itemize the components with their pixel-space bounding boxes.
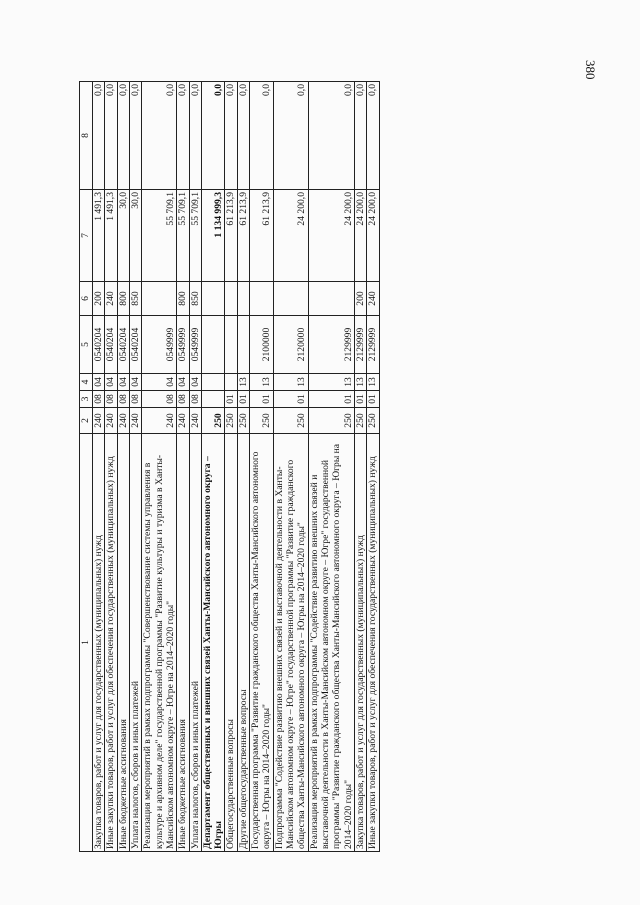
amount-col8-cell: 0,0 <box>225 82 237 190</box>
target-article-cell: 0540204 <box>129 316 141 374</box>
budget-table <box>79 81 380 852</box>
target-article-cell <box>225 316 237 374</box>
target-article-cell: 2129999 <box>354 316 366 374</box>
subsection-code-cell: 13 <box>308 374 354 391</box>
section-code-cell: 01 <box>308 391 354 408</box>
target-article-cell: 0540204 <box>117 316 129 374</box>
section-code-cell: 01 <box>354 391 366 408</box>
amount-cell: 1 491,3 <box>93 190 105 282</box>
section-code-cell: 08 <box>177 391 189 408</box>
table-row <box>129 82 141 852</box>
subsection-code-cell: 13 <box>354 374 366 391</box>
expense-type-cell <box>250 282 274 316</box>
table-row <box>189 82 201 852</box>
amount-col8-cell: 0,0 <box>354 82 366 190</box>
expense-type-cell: 200 <box>93 282 105 316</box>
rotated-page-content <box>79 82 559 852</box>
section-code-cell: 08 <box>93 391 105 408</box>
header-cell: 6 <box>80 282 93 316</box>
expense-type-cell <box>308 282 354 316</box>
admin-code-cell: 240 <box>142 408 177 434</box>
amount-col8-cell: 0,0 <box>105 82 117 190</box>
expense-type-cell: 850 <box>189 282 201 316</box>
section-code-cell: 01 <box>273 391 308 408</box>
table-row <box>354 82 366 852</box>
amount-cell: 24 200,0 <box>273 190 308 282</box>
item-name-cell: Государственная программа "Развитие гражданского общества Ханты-Мансийского автономного округа – Югры на 2014–2020 годы" <box>250 434 274 852</box>
amount-cell: 1 134 999,3 <box>201 190 225 282</box>
item-name-cell: Общегосударственные вопросы <box>225 434 237 852</box>
table-row <box>273 82 308 852</box>
item-name-cell: Другие общегосударственные вопросы <box>237 434 249 852</box>
target-article-cell: 2100000 <box>250 316 274 374</box>
section-code-cell: 01 <box>367 391 379 408</box>
table-row <box>142 82 177 852</box>
item-name-cell: Иные закупки товаров, работ и услуг для обеспечения государственных (муниципальных) нужд <box>367 434 379 852</box>
subsection-code-cell: 13 <box>273 374 308 391</box>
page-number: 380 <box>583 60 598 80</box>
header-cell: 5 <box>80 316 93 374</box>
amount-col8-cell: 0,0 <box>308 82 354 190</box>
amount-cell: 24 200,0 <box>354 190 366 282</box>
admin-code-cell: 250 <box>201 408 225 434</box>
table-row <box>367 82 379 852</box>
section-code-cell: 08 <box>129 391 141 408</box>
expense-type-cell <box>273 282 308 316</box>
subsection-code-cell <box>225 374 237 391</box>
admin-code-cell: 250 <box>273 408 308 434</box>
item-name-cell: Иные закупки товаров, работ и услуг для обеспечения государственных (муниципальных) нужд <box>105 434 117 852</box>
amount-col8-cell: 0,0 <box>250 82 274 190</box>
header-cell: 8 <box>80 82 93 190</box>
expense-type-cell <box>237 282 249 316</box>
admin-code-cell: 240 <box>93 408 105 434</box>
section-code-cell: 08 <box>142 391 177 408</box>
target-article-cell: 0540204 <box>105 316 117 374</box>
amount-col8-cell: 0,0 <box>129 82 141 190</box>
table-row <box>225 82 237 852</box>
expense-type-cell: 200 <box>354 282 366 316</box>
subsection-code-cell: 04 <box>142 374 177 391</box>
header-cell: 7 <box>80 190 93 282</box>
subsection-code-cell: 04 <box>117 374 129 391</box>
item-name-cell: Уплата налогов, сборов и иных платежей <box>129 434 141 852</box>
target-article-cell: 2129999 <box>308 316 354 374</box>
section-code-cell: 01 <box>237 391 249 408</box>
admin-code-cell: 250 <box>354 408 366 434</box>
subsection-code-cell: 04 <box>129 374 141 391</box>
item-name-cell: Реализация мероприятий в рамках подпрограммы "Содействие развитию внешних связей и выставочной деятельности в Ханты-Мансийском автономном округе – Югре" государственной программы "Развитие гражданского общества Ханты-Мансийского автономного округа – Югры на 2014–2020 годы" <box>308 434 354 852</box>
amount-cell: 1 491,3 <box>105 190 117 282</box>
target-article-cell: 0549999 <box>189 316 201 374</box>
admin-code-cell: 250 <box>308 408 354 434</box>
admin-code-cell: 250 <box>367 408 379 434</box>
admin-code-cell: 240 <box>189 408 201 434</box>
section-code-cell: 01 <box>250 391 274 408</box>
subsection-code-cell: 04 <box>93 374 105 391</box>
target-article-cell: 2120000 <box>273 316 308 374</box>
header-cell: 1 <box>80 434 93 852</box>
target-article-cell: 2129999 <box>367 316 379 374</box>
subsection-code-cell <box>201 374 225 391</box>
expense-type-cell: 850 <box>129 282 141 316</box>
admin-code-cell: 240 <box>117 408 129 434</box>
expense-type-cell <box>225 282 237 316</box>
table-row <box>308 82 354 852</box>
amount-cell: 24 200,0 <box>367 190 379 282</box>
subsection-code-cell: 13 <box>367 374 379 391</box>
target-article-cell: 0549999 <box>177 316 189 374</box>
amount-cell: 30,0 <box>129 190 141 282</box>
header-cell: 3 <box>80 391 93 408</box>
target-article-cell: 0540204 <box>93 316 105 374</box>
amount-cell: 61 213,9 <box>237 190 249 282</box>
item-name-cell: Департамент общественных и внешних связей Ханты-Мансийского автономного округа – Югры <box>201 434 225 852</box>
table-row <box>93 82 105 852</box>
amount-col8-cell: 0,0 <box>201 82 225 190</box>
amount-col8-cell: 0,0 <box>142 82 177 190</box>
target-article-cell <box>201 316 225 374</box>
amount-col8-cell: 0,0 <box>237 82 249 190</box>
table-row <box>237 82 249 852</box>
section-code-cell: 08 <box>117 391 129 408</box>
subsection-code-cell: 13 <box>250 374 274 391</box>
header-cell: 4 <box>80 374 93 391</box>
table-row <box>250 82 274 852</box>
item-name-cell: Закупка товаров, работ и услуг для государственных (муниципальных) нужд <box>93 434 105 852</box>
item-name-cell: Уплата налогов, сборов и иных платежей <box>189 434 201 852</box>
admin-code-cell: 250 <box>225 408 237 434</box>
expense-type-cell: 800 <box>117 282 129 316</box>
section-code-cell: 08 <box>105 391 117 408</box>
amount-cell: 61 213,9 <box>250 190 274 282</box>
section-code-cell <box>201 391 225 408</box>
amount-col8-cell: 0,0 <box>367 82 379 190</box>
item-name-cell: Подпрограмма "Содействие развитию внешних связей и выставочной деятельности в Ханты-Мансийском автономном округе – Югре" государственной программы "Развитие гражданского общества Ханты-Мансийского автономного округа – Югры на 2014–2020 годы" <box>273 434 308 852</box>
admin-code-cell: 240 <box>105 408 117 434</box>
amount-cell: 55 709,1 <box>142 190 177 282</box>
amount-cell: 61 213,9 <box>225 190 237 282</box>
header-row <box>80 82 93 852</box>
amount-cell: 30,0 <box>117 190 129 282</box>
target-article-cell: 0549999 <box>142 316 177 374</box>
subsection-code-cell: 13 <box>237 374 249 391</box>
admin-code-cell: 240 <box>129 408 141 434</box>
subsection-code-cell: 04 <box>189 374 201 391</box>
expense-type-cell: 240 <box>105 282 117 316</box>
table-row <box>105 82 117 852</box>
target-article-cell <box>237 316 249 374</box>
section-code-cell: 01 <box>225 391 237 408</box>
table-body <box>93 82 380 852</box>
subsection-code-cell: 04 <box>177 374 189 391</box>
subsection-code-cell: 04 <box>105 374 117 391</box>
item-name-cell: Иные бюджетные ассигнования <box>117 434 129 852</box>
amount-col8-cell: 0,0 <box>273 82 308 190</box>
amount-col8-cell: 0,0 <box>189 82 201 190</box>
amount-cell: 55 709,1 <box>177 190 189 282</box>
amount-col8-cell: 0,0 <box>93 82 105 190</box>
amount-col8-cell: 0,0 <box>117 82 129 190</box>
amount-cell: 24 200,0 <box>308 190 354 282</box>
admin-code-cell: 250 <box>250 408 274 434</box>
admin-code-cell: 240 <box>177 408 189 434</box>
expense-type-cell <box>142 282 177 316</box>
table-row <box>117 82 129 852</box>
amount-col8-cell: 0,0 <box>177 82 189 190</box>
expense-type-cell <box>201 282 225 316</box>
item-name-cell: Реализация мероприятий в рамках подпрограммы "Совершенствование системы управления в культуре и архивном деле" государственной программы "Развитие культуры и туризма в Ханты-Мансийском автономном округе – Югре на 2014–2020 годы" <box>142 434 177 852</box>
expense-type-cell: 240 <box>367 282 379 316</box>
section-code-cell: 08 <box>189 391 201 408</box>
expense-type-cell: 800 <box>177 282 189 316</box>
table-row <box>177 82 189 852</box>
amount-cell: 55 709,1 <box>189 190 201 282</box>
item-name-cell: Иные бюджетные ассигнования <box>177 434 189 852</box>
admin-code-cell: 250 <box>237 408 249 434</box>
header-cell: 2 <box>80 408 93 434</box>
item-name-cell: Закупка товаров, работ и услуг для государственных (муниципальных) нужд <box>354 434 366 852</box>
table-row <box>201 82 225 852</box>
